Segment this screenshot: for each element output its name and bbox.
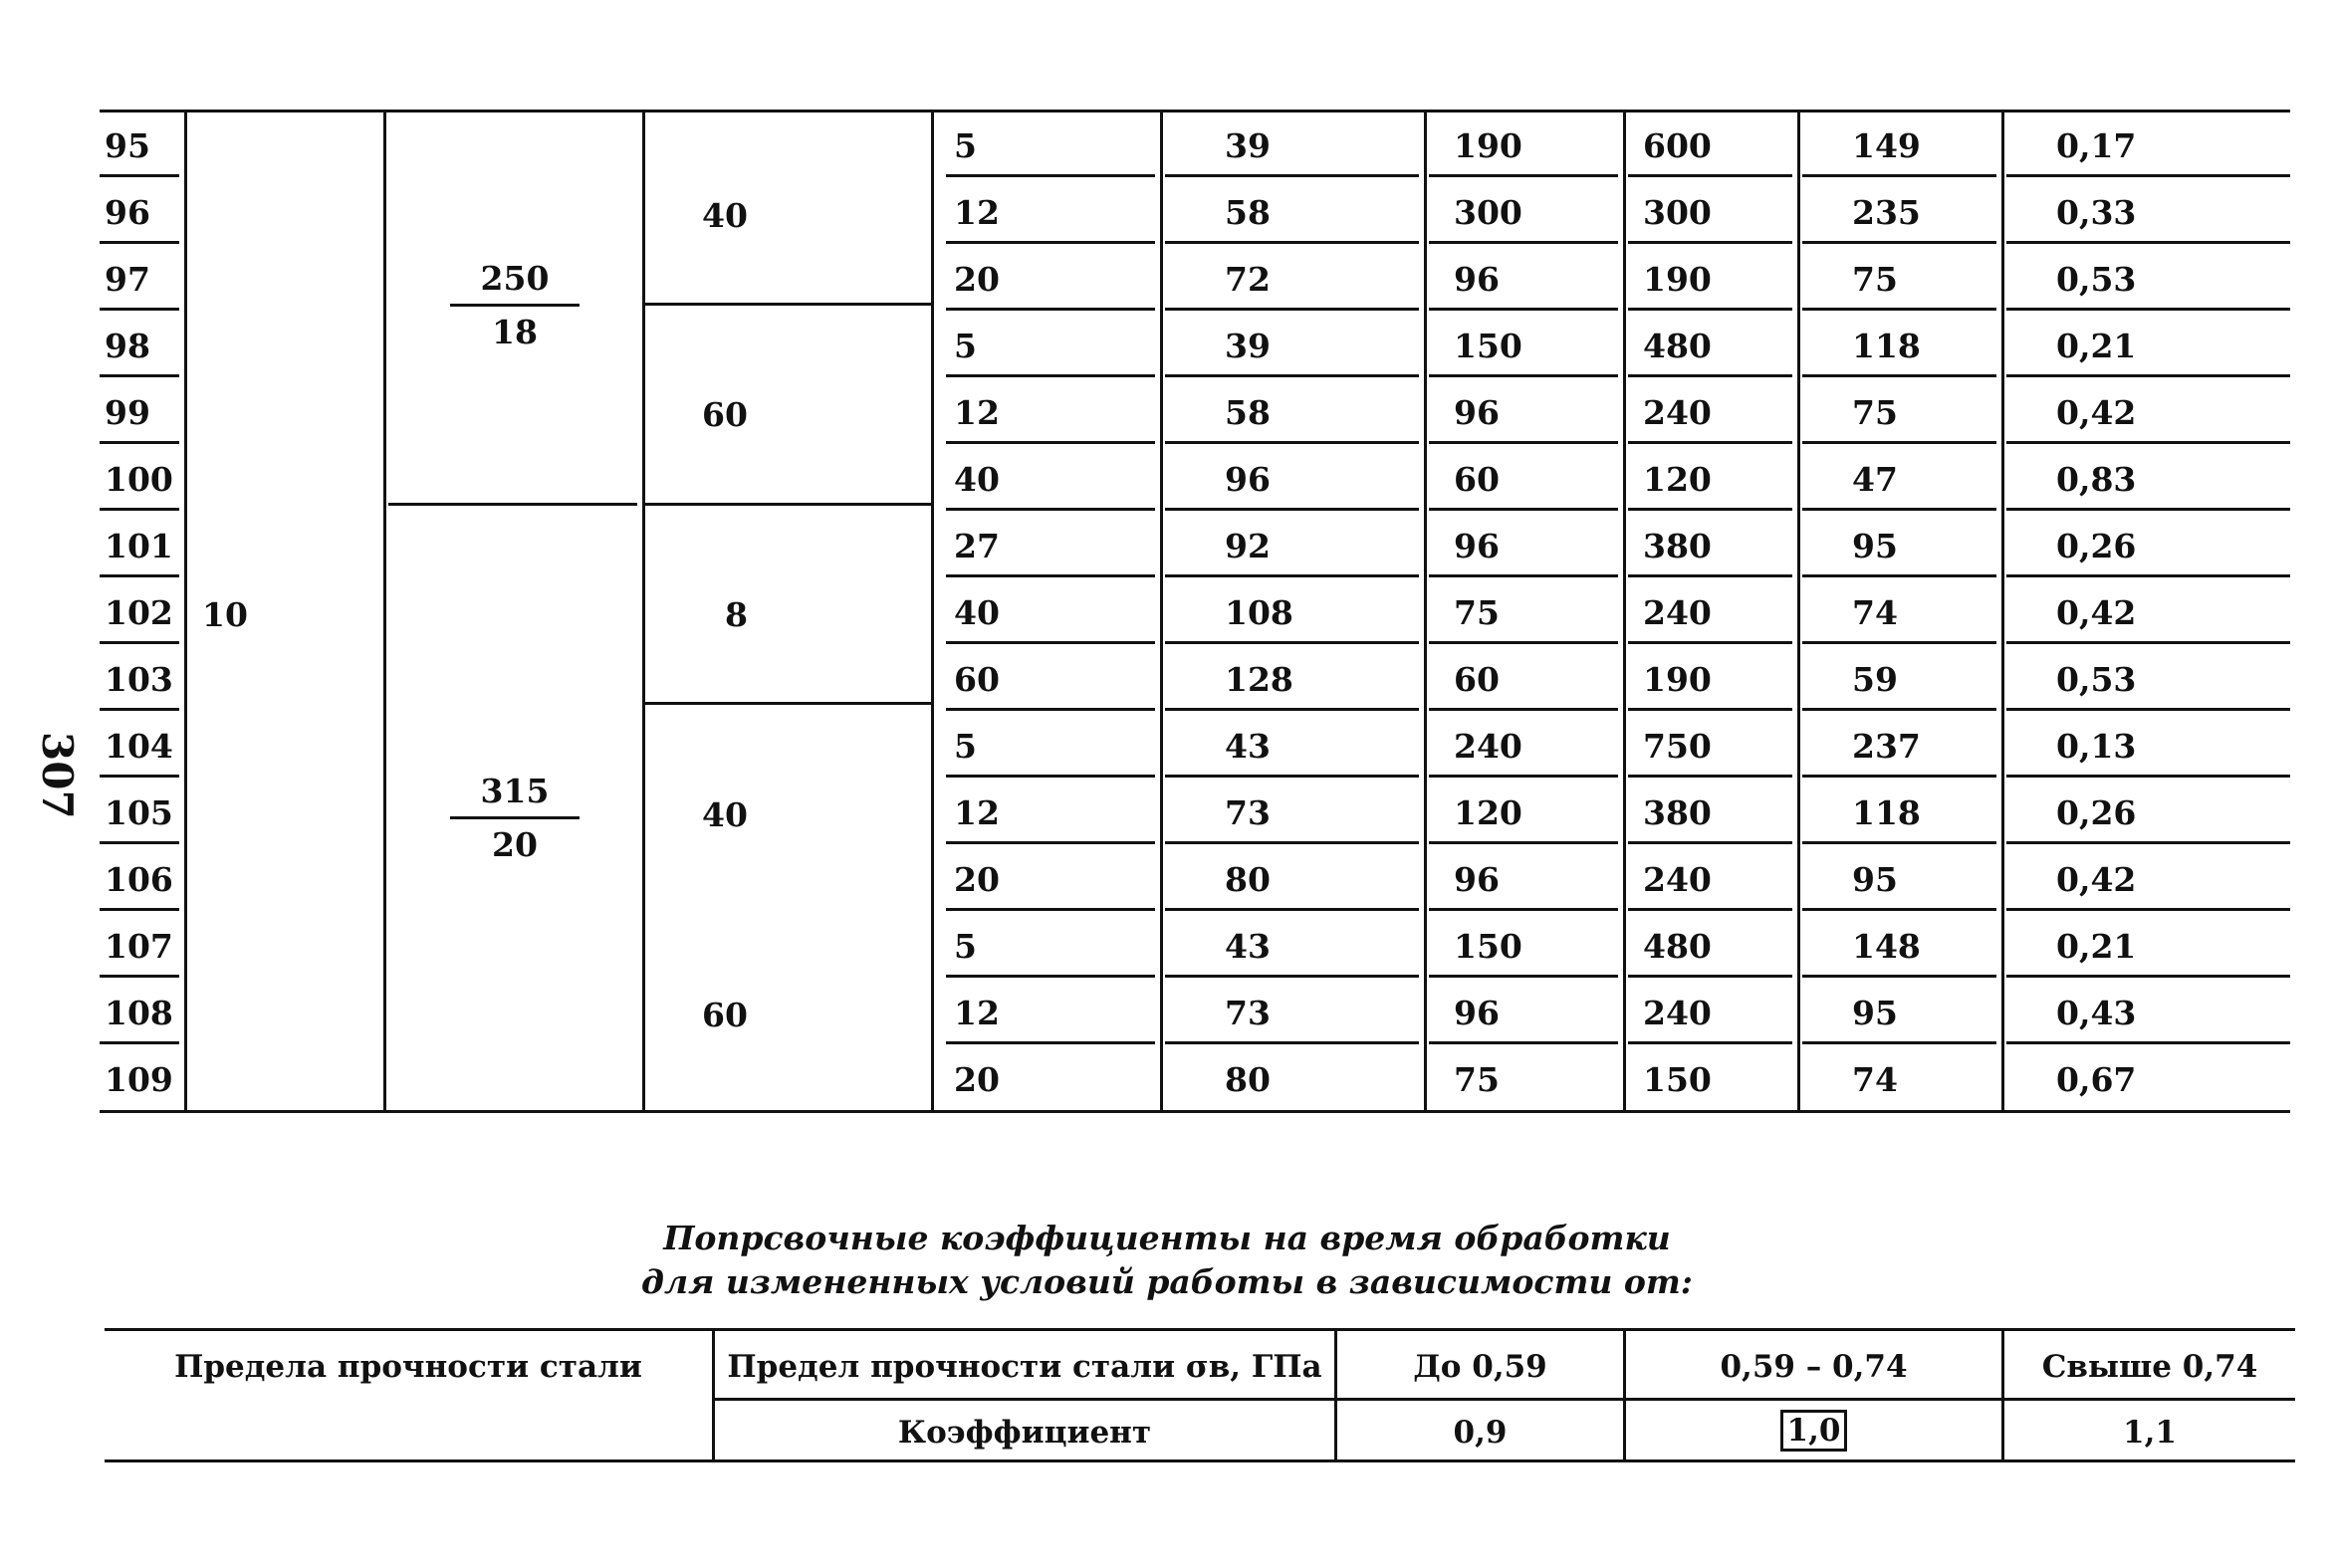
row-rule xyxy=(946,574,1155,577)
row-rule xyxy=(100,574,179,577)
row-rule xyxy=(1429,241,1618,244)
table-cell: 95 xyxy=(1852,860,1898,899)
fraction-315-20 xyxy=(450,772,580,864)
fraction-numerator: 250 xyxy=(450,259,580,307)
row-rule xyxy=(2006,441,2290,444)
caption-line-2: для измененных условий работы в зависимости от: xyxy=(641,1262,1693,1301)
table-cell: 96 xyxy=(1454,994,1500,1032)
row-rule xyxy=(1429,508,1618,511)
row-rule xyxy=(2006,574,2290,577)
group-rule-col4-c xyxy=(642,702,931,705)
coef-value: 0,9 xyxy=(1453,1415,1508,1451)
table-bottom-rule xyxy=(100,1110,2290,1113)
table-cell: 150 xyxy=(1454,927,1522,966)
col-rule-7 xyxy=(1623,110,1626,1113)
table-cell: 0,21 xyxy=(2056,927,2137,966)
row-rule xyxy=(1165,775,1419,778)
row-rule xyxy=(2006,1041,2290,1044)
row-rule xyxy=(946,641,1155,644)
table-cell: 96 xyxy=(1454,393,1500,432)
fraction-denominator: 18 xyxy=(492,313,538,351)
table-cell: 5 xyxy=(954,327,977,365)
table-cell: 235 xyxy=(1852,193,1921,232)
table-cell: 240 xyxy=(1643,393,1712,432)
table-cell: 95 xyxy=(1852,527,1898,565)
col-rule-2 xyxy=(383,110,386,1113)
row-rule xyxy=(1628,908,1792,911)
table-cell: 72 xyxy=(1225,260,1271,299)
table-cell: 60 xyxy=(954,660,1000,699)
row-rule xyxy=(1165,241,1419,244)
table-cell: 73 xyxy=(1225,994,1271,1032)
row-rule xyxy=(1429,374,1618,377)
row-rule xyxy=(2006,241,2290,244)
col-rule-6 xyxy=(1424,110,1427,1113)
coef-left-header: Предела прочности стали xyxy=(174,1349,642,1385)
table-cell: 73 xyxy=(1225,793,1271,832)
row-number: 98 xyxy=(105,327,150,365)
row-number: 108 xyxy=(105,994,173,1032)
row-rule xyxy=(1628,708,1792,711)
table-cell: 237 xyxy=(1852,727,1921,766)
coef-header-range: До 0,59 xyxy=(1413,1349,1547,1385)
group-value-col2: 10 xyxy=(202,595,248,634)
group-value-col4: 60 xyxy=(702,395,748,434)
col-rule-4 xyxy=(931,110,934,1113)
row-rule xyxy=(100,841,179,844)
table-cell: 0,83 xyxy=(2056,460,2137,499)
table-cell: 95 xyxy=(1852,994,1898,1032)
table-cell: 190 xyxy=(1454,126,1522,165)
row-rule xyxy=(946,241,1155,244)
row-number: 106 xyxy=(105,860,173,899)
row-rule xyxy=(1165,174,1419,177)
table-cell: 240 xyxy=(1643,994,1712,1032)
table-cell: 0,67 xyxy=(2056,1060,2137,1099)
table-cell: 12 xyxy=(954,193,1000,232)
row-rule xyxy=(1165,308,1419,311)
table-cell: 39 xyxy=(1225,327,1271,365)
table-cell: 43 xyxy=(1225,927,1271,966)
row-rule xyxy=(1628,975,1792,978)
row-rule xyxy=(946,708,1155,711)
row-number: 103 xyxy=(105,660,173,699)
table-cell: 150 xyxy=(1643,1060,1712,1099)
row-rule xyxy=(1429,441,1618,444)
table-cell: 380 xyxy=(1643,527,1712,565)
row-rule xyxy=(1165,641,1419,644)
row-rule xyxy=(1429,1041,1618,1044)
row-number: 95 xyxy=(105,126,150,165)
table-cell: 108 xyxy=(1225,593,1293,632)
main-table xyxy=(100,110,2290,1120)
row-rule xyxy=(1802,641,1996,644)
table-cell: 190 xyxy=(1643,260,1712,299)
table-cell: 12 xyxy=(954,994,1000,1032)
row-rule xyxy=(100,241,179,244)
row-rule xyxy=(1429,708,1618,711)
row-rule xyxy=(2006,908,2290,911)
row-rule xyxy=(100,174,179,177)
row-rule xyxy=(946,508,1155,511)
group-value-col4: 40 xyxy=(702,795,748,834)
row-rule xyxy=(1429,308,1618,311)
table-cell: 120 xyxy=(1643,460,1712,499)
row-rule xyxy=(1802,775,1996,778)
row-rule xyxy=(946,374,1155,377)
coef-middle-rule xyxy=(712,1398,2295,1401)
row-number: 104 xyxy=(105,727,173,766)
table-cell: 0,21 xyxy=(2056,327,2137,365)
table-cell: 0,33 xyxy=(2056,193,2137,232)
row-rule xyxy=(2006,841,2290,844)
table-cell: 74 xyxy=(1852,1060,1898,1099)
table-cell: 80 xyxy=(1225,860,1271,899)
table-cell: 20 xyxy=(954,260,1000,299)
row-number: 99 xyxy=(105,393,150,432)
table-cell: 0,42 xyxy=(2056,393,2137,432)
table-cell: 74 xyxy=(1852,593,1898,632)
table-cell: 75 xyxy=(1454,1060,1500,1099)
table-cell: 60 xyxy=(1454,460,1500,499)
fraction-numerator: 315 xyxy=(450,772,580,819)
col-rule-9 xyxy=(2001,110,2004,1113)
row-rule xyxy=(1165,441,1419,444)
row-rule xyxy=(1429,775,1618,778)
table-cell: 75 xyxy=(1852,393,1898,432)
row-rule xyxy=(2006,374,2290,377)
group-rule-col4-b xyxy=(642,503,931,506)
table-cell: 128 xyxy=(1225,660,1293,699)
table-cell: 39 xyxy=(1225,126,1271,165)
table-cell: 240 xyxy=(1643,860,1712,899)
table-cell: 148 xyxy=(1852,927,1921,966)
table-cell: 0,13 xyxy=(2056,727,2137,766)
row-rule xyxy=(1802,508,1996,511)
table-cell: 750 xyxy=(1643,727,1712,766)
row-rule xyxy=(946,308,1155,311)
col-rule-8 xyxy=(1797,110,1800,1113)
table-cell: 12 xyxy=(954,393,1000,432)
table-cell: 96 xyxy=(1454,260,1500,299)
row-rule xyxy=(2006,508,2290,511)
row-rule xyxy=(1628,641,1792,644)
row-rule xyxy=(100,908,179,911)
table-cell: 75 xyxy=(1852,260,1898,299)
row-rule xyxy=(946,975,1155,978)
group-value-col4: 60 xyxy=(702,996,748,1034)
row-rule xyxy=(100,775,179,778)
col-rule-1 xyxy=(184,110,187,1113)
row-rule xyxy=(1165,975,1419,978)
caption xyxy=(0,1217,2334,1304)
row-rule xyxy=(1628,574,1792,577)
coef-row-label: Коэффициент xyxy=(897,1415,1152,1451)
row-rule xyxy=(2006,708,2290,711)
table-cell: 27 xyxy=(954,527,1000,565)
table-cell: 5 xyxy=(954,727,977,766)
row-rule xyxy=(1802,374,1996,377)
coef-value-cell xyxy=(1626,1413,2001,1449)
row-rule xyxy=(100,441,179,444)
row-rule xyxy=(100,508,179,511)
coef-header-range: Свыше 0,74 xyxy=(2041,1349,2258,1385)
row-rule xyxy=(1165,908,1419,911)
row-number: 101 xyxy=(105,527,173,565)
table-cell: 118 xyxy=(1852,327,1921,365)
group-rule-col3 xyxy=(388,503,637,506)
table-cell: 96 xyxy=(1454,527,1500,565)
coef-header-strength: Предел прочности стали σв, ГПа xyxy=(727,1349,1322,1385)
row-rule xyxy=(1429,174,1618,177)
col-rule-5 xyxy=(1160,110,1163,1113)
table-cell: 96 xyxy=(1454,860,1500,899)
row-rule xyxy=(946,908,1155,911)
row-rule xyxy=(946,174,1155,177)
table-cell: 0,53 xyxy=(2056,260,2137,299)
table-cell: 380 xyxy=(1643,793,1712,832)
row-rule xyxy=(1802,1041,1996,1044)
table-cell: 40 xyxy=(954,460,1000,499)
caption-line-1: Попрсвочные коэффициенты на время обработки xyxy=(663,1219,1671,1257)
row-rule xyxy=(946,841,1155,844)
row-number: 100 xyxy=(105,460,173,499)
row-rule xyxy=(946,1041,1155,1044)
row-rule xyxy=(1429,975,1618,978)
row-rule xyxy=(1628,508,1792,511)
row-rule xyxy=(100,975,179,978)
row-rule xyxy=(1429,574,1618,577)
fraction-250-18 xyxy=(450,259,580,351)
coef-header-range: 0,59 – 0,74 xyxy=(1720,1349,1908,1385)
row-rule xyxy=(2006,174,2290,177)
row-number: 105 xyxy=(105,793,173,832)
table-cell: 5 xyxy=(954,126,977,165)
row-rule xyxy=(1802,174,1996,177)
row-rule xyxy=(1628,374,1792,377)
group-value-col4: 8 xyxy=(725,595,748,634)
row-rule xyxy=(946,775,1155,778)
row-number: 109 xyxy=(105,1060,173,1099)
row-rule xyxy=(100,374,179,377)
table-cell: 0,53 xyxy=(2056,660,2137,699)
coefficient-table xyxy=(105,1328,2295,1467)
fraction-denominator: 20 xyxy=(492,825,538,864)
row-rule xyxy=(1165,708,1419,711)
table-cell: 600 xyxy=(1643,126,1712,165)
table-cell: 120 xyxy=(1454,793,1522,832)
row-rule xyxy=(1802,708,1996,711)
row-rule xyxy=(1165,1041,1419,1044)
row-rule xyxy=(1628,241,1792,244)
row-rule xyxy=(1429,641,1618,644)
table-cell: 12 xyxy=(954,793,1000,832)
table-cell: 300 xyxy=(1454,193,1522,232)
table-cell: 43 xyxy=(1225,727,1271,766)
col-rule-3 xyxy=(642,110,645,1113)
coef-top-rule xyxy=(105,1328,2295,1331)
row-rule xyxy=(1628,1041,1792,1044)
table-cell: 20 xyxy=(954,1060,1000,1099)
row-rule xyxy=(1802,574,1996,577)
table-cell: 60 xyxy=(1454,660,1500,699)
table-cell: 75 xyxy=(1454,593,1500,632)
row-rule xyxy=(1802,908,1996,911)
table-cell: 480 xyxy=(1643,327,1712,365)
row-rule xyxy=(946,441,1155,444)
table-cell: 149 xyxy=(1852,126,1921,165)
table-top-rule xyxy=(100,110,2290,112)
table-cell: 150 xyxy=(1454,327,1522,365)
table-cell: 40 xyxy=(954,593,1000,632)
row-rule xyxy=(1628,841,1792,844)
table-cell: 0,17 xyxy=(2056,126,2137,165)
table-cell: 96 xyxy=(1225,460,1271,499)
page-number: 307 xyxy=(33,732,82,819)
row-number: 102 xyxy=(105,593,173,632)
row-rule xyxy=(1802,975,1996,978)
coef-bottom-rule xyxy=(105,1459,2295,1462)
row-number: 107 xyxy=(105,927,173,966)
row-rule xyxy=(1802,441,1996,444)
table-cell: 0,42 xyxy=(2056,860,2137,899)
row-number: 96 xyxy=(105,193,150,232)
row-rule xyxy=(1628,174,1792,177)
table-cell: 59 xyxy=(1852,660,1898,699)
row-rule xyxy=(2006,775,2290,778)
table-cell: 80 xyxy=(1225,1060,1271,1099)
row-rule xyxy=(1628,308,1792,311)
group-rule-col4-a xyxy=(642,303,931,306)
table-cell: 190 xyxy=(1643,660,1712,699)
table-cell: 480 xyxy=(1643,927,1712,966)
row-rule xyxy=(1802,308,1996,311)
row-rule xyxy=(100,308,179,311)
table-cell: 0,42 xyxy=(2056,593,2137,632)
row-rule xyxy=(2006,308,2290,311)
coef-value: 1,1 xyxy=(2123,1415,2177,1451)
table-cell: 240 xyxy=(1643,593,1712,632)
row-rule xyxy=(1802,241,1996,244)
coef-value-boxed: 1,0 xyxy=(1780,1410,1848,1452)
row-number: 97 xyxy=(105,260,150,299)
row-rule xyxy=(1628,775,1792,778)
row-rule xyxy=(100,1041,179,1044)
row-rule xyxy=(100,708,179,711)
table-cell: 58 xyxy=(1225,193,1271,232)
table-cell: 58 xyxy=(1225,393,1271,432)
table-cell: 0,43 xyxy=(2056,994,2137,1032)
table-cell: 47 xyxy=(1852,460,1898,499)
row-rule xyxy=(1429,841,1618,844)
row-rule xyxy=(1165,841,1419,844)
row-rule xyxy=(2006,975,2290,978)
row-rule xyxy=(1802,841,1996,844)
table-cell: 5 xyxy=(954,927,977,966)
table-cell: 0,26 xyxy=(2056,527,2137,565)
group-value-col4: 40 xyxy=(702,196,748,235)
table-cell: 240 xyxy=(1454,727,1522,766)
row-rule xyxy=(2006,641,2290,644)
table-cell: 92 xyxy=(1225,527,1271,565)
row-rule xyxy=(1165,374,1419,377)
row-rule xyxy=(1165,574,1419,577)
row-rule xyxy=(1628,441,1792,444)
table-cell: 0,26 xyxy=(2056,793,2137,832)
row-rule xyxy=(1165,508,1419,511)
table-cell: 300 xyxy=(1643,193,1712,232)
row-rule xyxy=(1429,908,1618,911)
table-cell: 20 xyxy=(954,860,1000,899)
row-rule xyxy=(100,641,179,644)
table-cell: 118 xyxy=(1852,793,1921,832)
